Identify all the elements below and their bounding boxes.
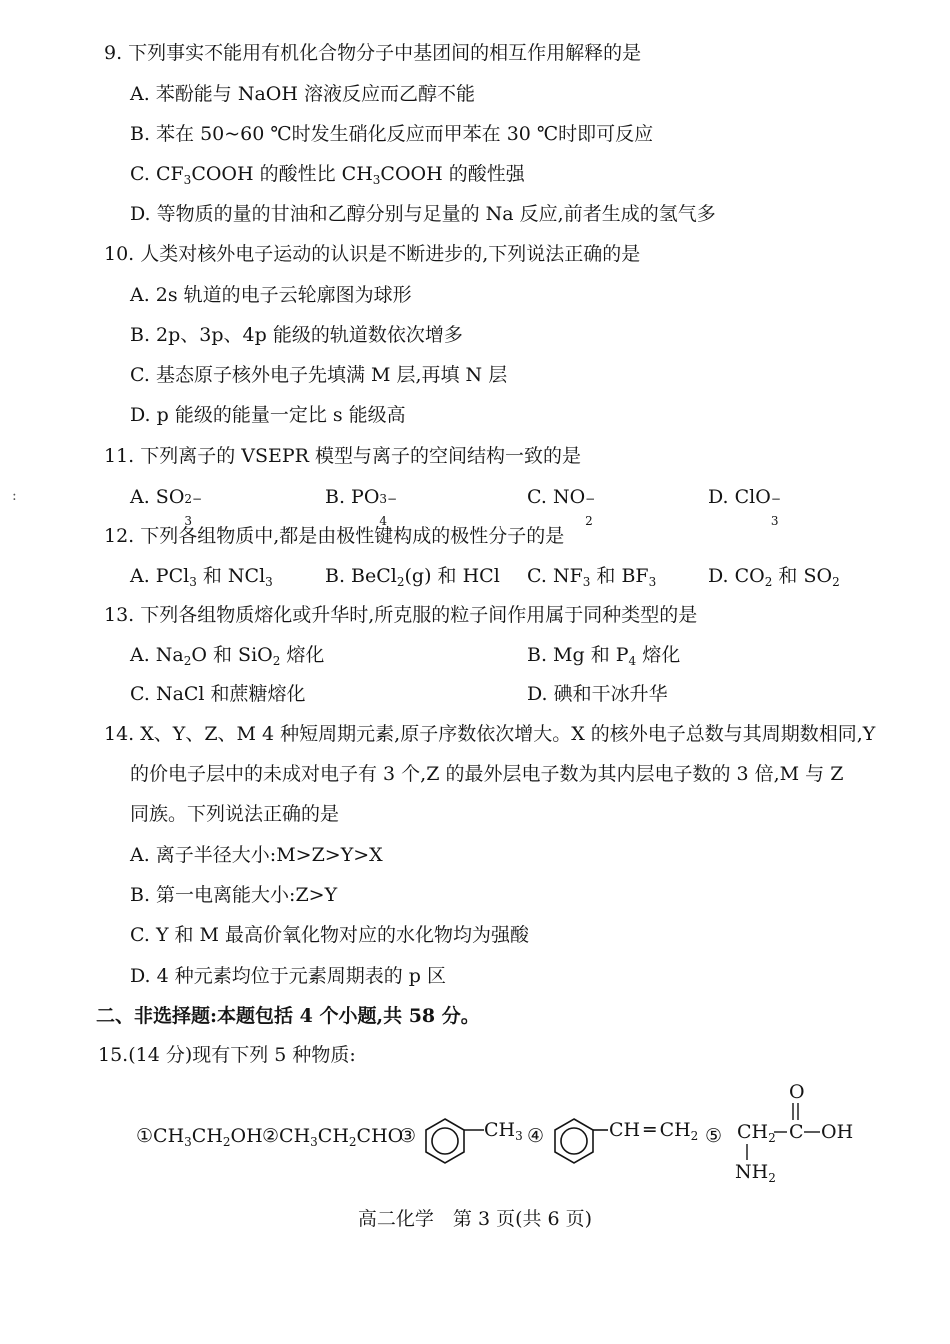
q10-option-d: D. p 能级的能量一定比 s 能级高: [130, 404, 406, 426]
text: B. PO: [325, 486, 380, 508]
q11-option-a: A. SO 2− 3: [130, 486, 203, 528]
q11-option-d: D. ClO − 3: [708, 486, 781, 528]
text: NH: [735, 1161, 769, 1183]
text: C. NF: [527, 565, 583, 587]
q10-option-c: C. 基态原子核外电子先填满 M 层,再填 N 层: [130, 364, 508, 386]
q13-option-d: D. 碘和干冰升华: [527, 683, 668, 705]
q12-option-a: [130, 563, 273, 589]
substance-2: [262, 1125, 403, 1149]
q9-stem: 9. 下列事实不能用有机化合物分子中基团间的相互作用解释的是: [104, 42, 642, 64]
text: ②CH: [262, 1125, 311, 1147]
ring-circle: [432, 1128, 458, 1154]
text: CH: [659, 1119, 691, 1141]
q9-option-d: D. 等物质的量的甘油和乙醇分别与足量的 Na 反应,前者生成的氢气多: [130, 203, 716, 225]
text: CH: [484, 1119, 516, 1141]
q11-option-b: B. PO 3− 4: [325, 486, 398, 528]
q10-option-a: A. 2s 轨道的电子云轮廓图为球形: [130, 284, 412, 306]
text: COOH 的酸性强: [380, 163, 525, 185]
section-heading: 二、非选择题:本题包括 4 个小题,共 58 分。: [96, 1005, 480, 1027]
text: 和 BF: [590, 565, 649, 587]
text: A. Na: [130, 644, 184, 666]
q15-structures: [0, 1076, 950, 1186]
subscript: 3: [310, 1135, 318, 1149]
methyl-group: [484, 1119, 523, 1143]
benzene-ring-icon: [426, 1119, 484, 1163]
text: C. CF: [130, 163, 184, 185]
subscript: 3: [184, 1135, 192, 1149]
subscript: 2: [690, 1129, 699, 1143]
subscript: 2: [222, 1135, 231, 1149]
q12-option-c: [527, 563, 656, 589]
q14-option-b: B. 第一电离能大小:Z>Y: [130, 884, 338, 906]
text: 和 NCl: [196, 565, 266, 587]
text: C. NO: [527, 486, 586, 508]
text: COOH 的酸性比 CH: [191, 163, 373, 185]
q15-stem: 15.(14 分)现有下列 5 种物质:: [98, 1044, 356, 1066]
text: (g) 和 HCl: [404, 565, 500, 587]
q9-option-b: B. 苯在 50~60 ℃时发生硝化反应而甲苯在 30 ℃时即可反应: [130, 123, 654, 145]
q9-option-a: A. 苯酚能与 NaOH 溶液反应而乙醇不能: [130, 83, 475, 105]
q14-option-d: D. 4 种元素均位于元素周期表的 p 区: [130, 965, 447, 987]
subscript: 3: [372, 173, 381, 187]
substance-5-label: ⑤: [705, 1125, 723, 1147]
text: B. Mg 和 P: [527, 644, 629, 666]
subscript: 3: [265, 575, 273, 589]
text: D. ClO: [708, 486, 771, 508]
amino-group: [735, 1161, 776, 1185]
structures-svg: [0, 1076, 950, 1186]
q11-stem: 11. 下列离子的 VSEPR 模型与离子的空间结构一致的是: [104, 445, 582, 467]
q13-option-b: [527, 642, 680, 668]
text: CH: [317, 1125, 349, 1147]
text: CH: [191, 1125, 223, 1147]
subscript: 3: [183, 173, 192, 187]
text: 熔化: [280, 644, 325, 666]
subscript: 2: [764, 575, 773, 589]
text: CH: [737, 1121, 769, 1143]
q11-option-c: C. NO − 2: [527, 486, 596, 528]
substance-1: [136, 1125, 263, 1149]
text: 熔化: [636, 644, 681, 666]
margin-mark: :: [12, 488, 17, 504]
q14-stem-line-2: 的价电子层中的未成对电子有 3 个,Z 的最外层电子数为其内层电子数的 3 倍,M 与 Z: [130, 763, 844, 785]
oxygen-atom: O: [789, 1081, 805, 1103]
text: ①CH: [136, 1125, 185, 1147]
text: A. SO: [130, 486, 185, 508]
subscript: 2: [348, 1135, 357, 1149]
q14-stem-line-3: 同族。下列说法正确的是: [130, 803, 340, 825]
subscript: 3: [515, 1129, 523, 1143]
q12-option-b: [325, 563, 500, 589]
subscript: 3: [582, 575, 591, 589]
double-bond: ═: [644, 1119, 656, 1141]
q12-stem: 12. 下列各组物质中,都是由极性键构成的极性分子的是: [104, 525, 565, 547]
q14-option-c: C. Y 和 M 最高价氧化物对应的水化物均为强酸: [130, 924, 530, 946]
q13-stem: 13. 下列各组物质熔化或升华时,所克服的粒子间作用属于同种类型的是: [104, 604, 698, 626]
q12-option-d: [708, 563, 840, 589]
text: A. PCl: [130, 565, 190, 587]
ring-circle: [561, 1128, 587, 1154]
q14-stem-line-1: 14. X、Y、Z、M 4 种短周期元素,原子序数依次增大。X 的核外电子总数与其周期数相同,Y: [104, 723, 876, 745]
q9-option-c: [130, 161, 525, 187]
subscript: 2: [768, 1171, 776, 1185]
hydroxyl-group: OH: [821, 1121, 854, 1143]
substance-4-label: ④: [527, 1125, 545, 1147]
subscript: 3: [648, 575, 657, 589]
subscript: 3: [189, 575, 197, 589]
q10-stem: 10. 人类对核外电子运动的认识是不断进步的,下列说法正确的是: [104, 243, 641, 265]
ch2-group: [737, 1121, 776, 1145]
q13-option-c: C. NaCl 和蔗糖熔化: [130, 683, 306, 705]
benzene-ring-icon: [555, 1119, 608, 1163]
substance-3-label: ③: [399, 1125, 417, 1147]
subscript: 2: [832, 575, 840, 589]
text: B. BeCl: [325, 565, 397, 587]
subscript: 2: [396, 575, 405, 589]
text: 和 SO: [772, 565, 833, 587]
q13-option-a: [130, 642, 324, 668]
subscript: 2: [768, 1131, 776, 1145]
text: CHO: [356, 1125, 404, 1147]
text: OH: [230, 1125, 263, 1147]
q10-option-b: B. 2p、3p、4p 能级的轨道数依次增多: [130, 324, 463, 346]
text: D. CO: [708, 565, 765, 587]
q14-option-a: A. 离子半径大小:M>Z>Y>X: [130, 844, 383, 866]
page-footer: 高二化学 第 3 页(共 6 页): [357, 1208, 593, 1230]
carbon-atom: C: [789, 1121, 804, 1143]
subscript: 4: [628, 654, 637, 668]
vinyl-group: [609, 1119, 698, 1143]
subscript: 2: [272, 654, 281, 668]
text: O 和 SiO: [191, 644, 273, 666]
subscript: 2: [183, 654, 192, 668]
text: CH: [609, 1119, 641, 1141]
